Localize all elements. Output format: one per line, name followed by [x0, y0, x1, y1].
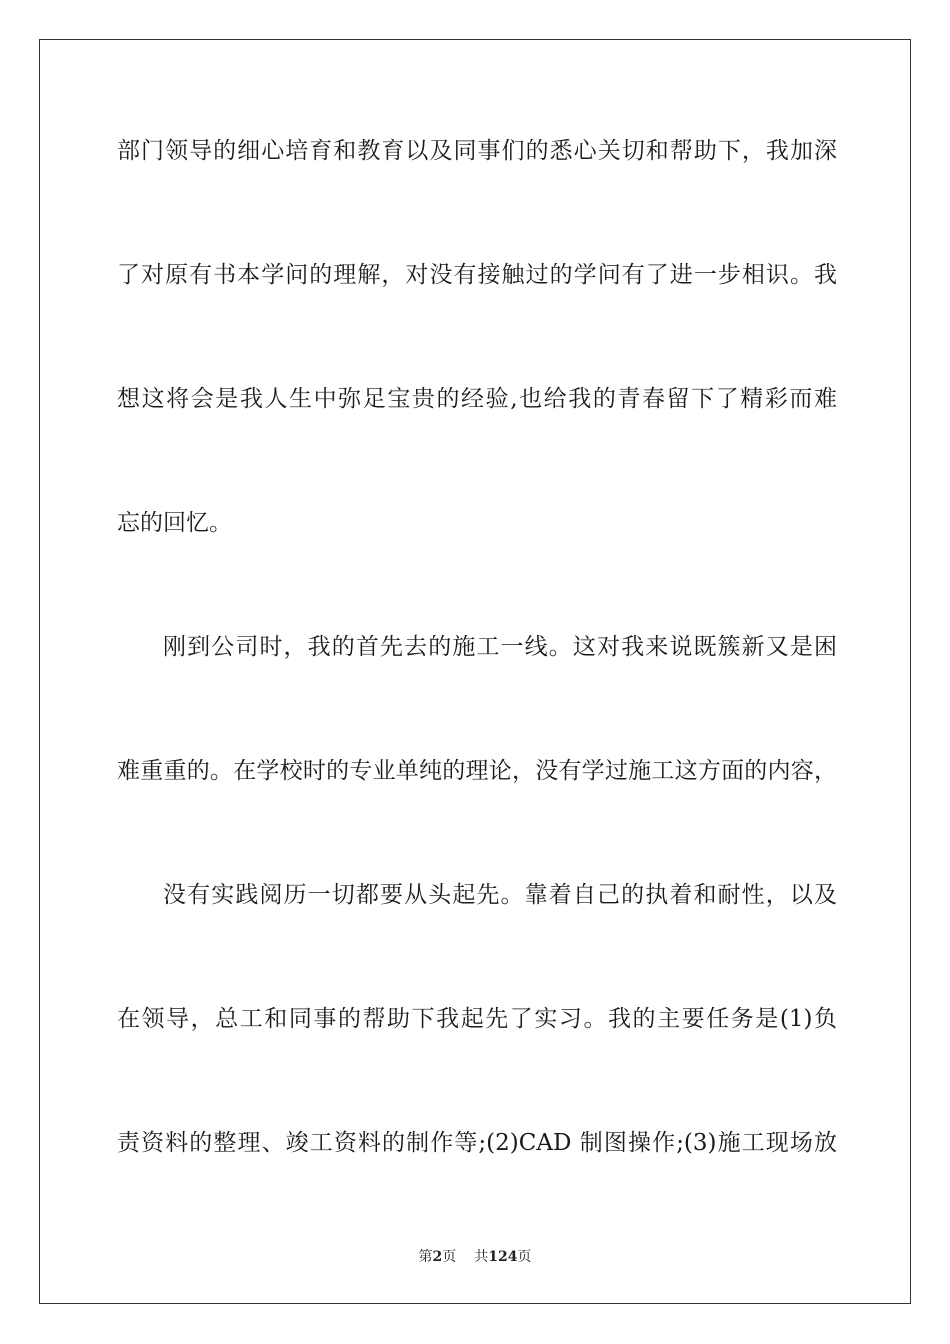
footer-total-prefix: 共	[474, 1249, 489, 1265]
footer-total-pages: 124	[488, 1249, 518, 1265]
page-footer	[0, 1247, 950, 1267]
body-text-line-2: 了对原有书本学问的理解，对没有接触过的学问有了进一步相识。我	[117, 262, 837, 288]
page-border	[39, 39, 911, 1304]
body-text-line-3: 想这将会是我人生中弥足宝贵的经验,也给我的青春留下了精彩而难	[117, 386, 837, 412]
body-text-line-1: 部门领导的细心培育和教育以及同事们的悉心关切和帮助下，我加深	[117, 138, 837, 164]
footer-page-number: 2	[432, 1249, 443, 1265]
body-text-line-7: 没有实践阅历一切都要从头起先。靠着自己的执着和耐性，以及	[163, 882, 837, 908]
body-text-line-8: 在领导，总工和同事的帮助下我起先了实习。我的主要任务是(1)负	[117, 1006, 837, 1032]
body-text-line-9: 责资料的整理、竣工资料的制作等;(2)CAD 制图操作;(3)施工现场放	[117, 1130, 837, 1156]
body-text-line-5: 刚到公司时，我的首先去的施工一线。这对我来说既簇新又是困	[163, 634, 837, 660]
body-text-line-4: 忘的回忆。	[117, 510, 232, 536]
footer-page-prefix: 第	[418, 1249, 433, 1265]
footer-total-suffix: 页	[517, 1249, 532, 1265]
body-text-line-6: 难重重的。在学校时的专业单纯的理论，没有学过施工这方面的内容，	[117, 758, 837, 784]
footer-page-suffix: 页	[442, 1249, 457, 1265]
